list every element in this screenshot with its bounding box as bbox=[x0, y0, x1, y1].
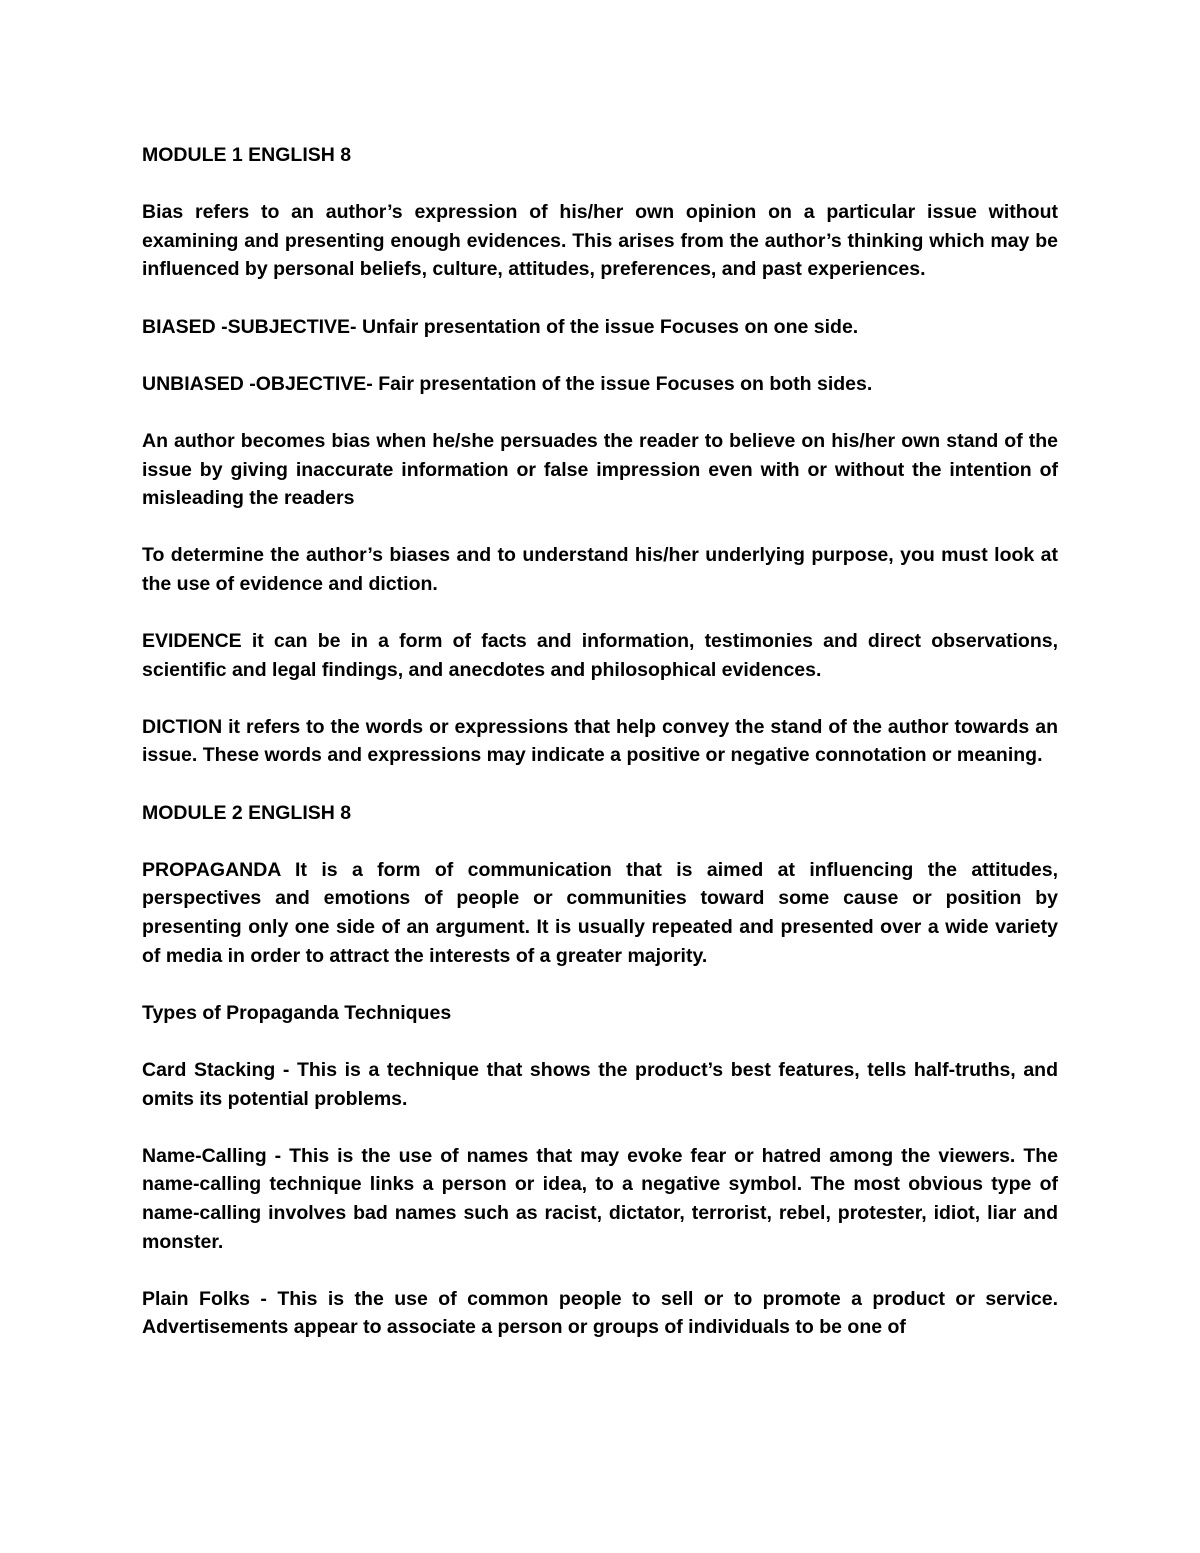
diction-paragraph: DICTION it refers to the words or expressions that help convey the stand of the author towards an issue. These words and expressions may indicate a positive or negative connotation or meaning. bbox=[142, 715, 1058, 767]
bias-definition-paragraph: Bias refers to an author’s expression of his/her own opinion on a particular issue without examining and presenting enough evidences. This arises from the author’s thinking which may be influenced by personal beliefs, culture, attitudes, preferences, and past experiences. bbox=[142, 201, 1058, 281]
name-calling-paragraph: Name-Calling - This is the use of names that may evoke fear or hatred among the viewers. The name-calling technique links a person or idea, to a negative symbol. The most obvious type of name-calling involves bad names such as racist, dictator, terrorist, rebel, protester, idiot, liar and monster. bbox=[142, 1144, 1058, 1253]
propaganda-paragraph: PROPAGANDA It is a form of communication that is aimed at influencing the attitudes, perspectives and emotions of people or communities toward some cause or position by presenting only one side of an argument. It is usually repeated and presented over a wide variety of media in order to attract the interests of a greater majority. bbox=[142, 858, 1058, 967]
module-2-heading: MODULE 2 ENGLISH 8 bbox=[142, 801, 352, 824]
unbiased-definition-line: UNBIASED -OBJECTIVE- Fair presentation of the issue Focuses on both sides. bbox=[142, 372, 873, 395]
plain-folks-paragraph: Plain Folks - This is the use of common people to sell or to promote a product or service. Advertisements appear to associate a person or groups of individuals to be one of bbox=[142, 1287, 1058, 1339]
evidence-paragraph: EVIDENCE it can be in a form of facts and information, testimonies and direct observations, scientific and legal findings, and anecdotes and philosophical evidences. bbox=[142, 630, 1058, 681]
author-bias-paragraph: An author becomes bias when he/she persuades the reader to believe on his/her own stand of the issue by giving inaccurate information or false impression even with or without the intention of misleading the readers bbox=[142, 429, 1058, 510]
card-stacking-paragraph: Card Stacking - This is a technique that shows the product’s best features, tells half-truths, and omits its potential problems. bbox=[142, 1059, 1058, 1110]
propaganda-types-heading: Types of Propaganda Techniques bbox=[142, 1001, 452, 1024]
determine-bias-paragraph: To determine the author’s biases and to understand his/her underlying purpose, you must look at the use of evidence and diction. bbox=[142, 544, 1058, 595]
document-body bbox=[142, 141, 1058, 1342]
biased-definition-line: BIASED -SUBJECTIVE- Unfair presentation of the issue Focuses on one side. bbox=[142, 315, 859, 338]
module-1-heading: MODULE 1 ENGLISH 8 bbox=[142, 144, 352, 166]
